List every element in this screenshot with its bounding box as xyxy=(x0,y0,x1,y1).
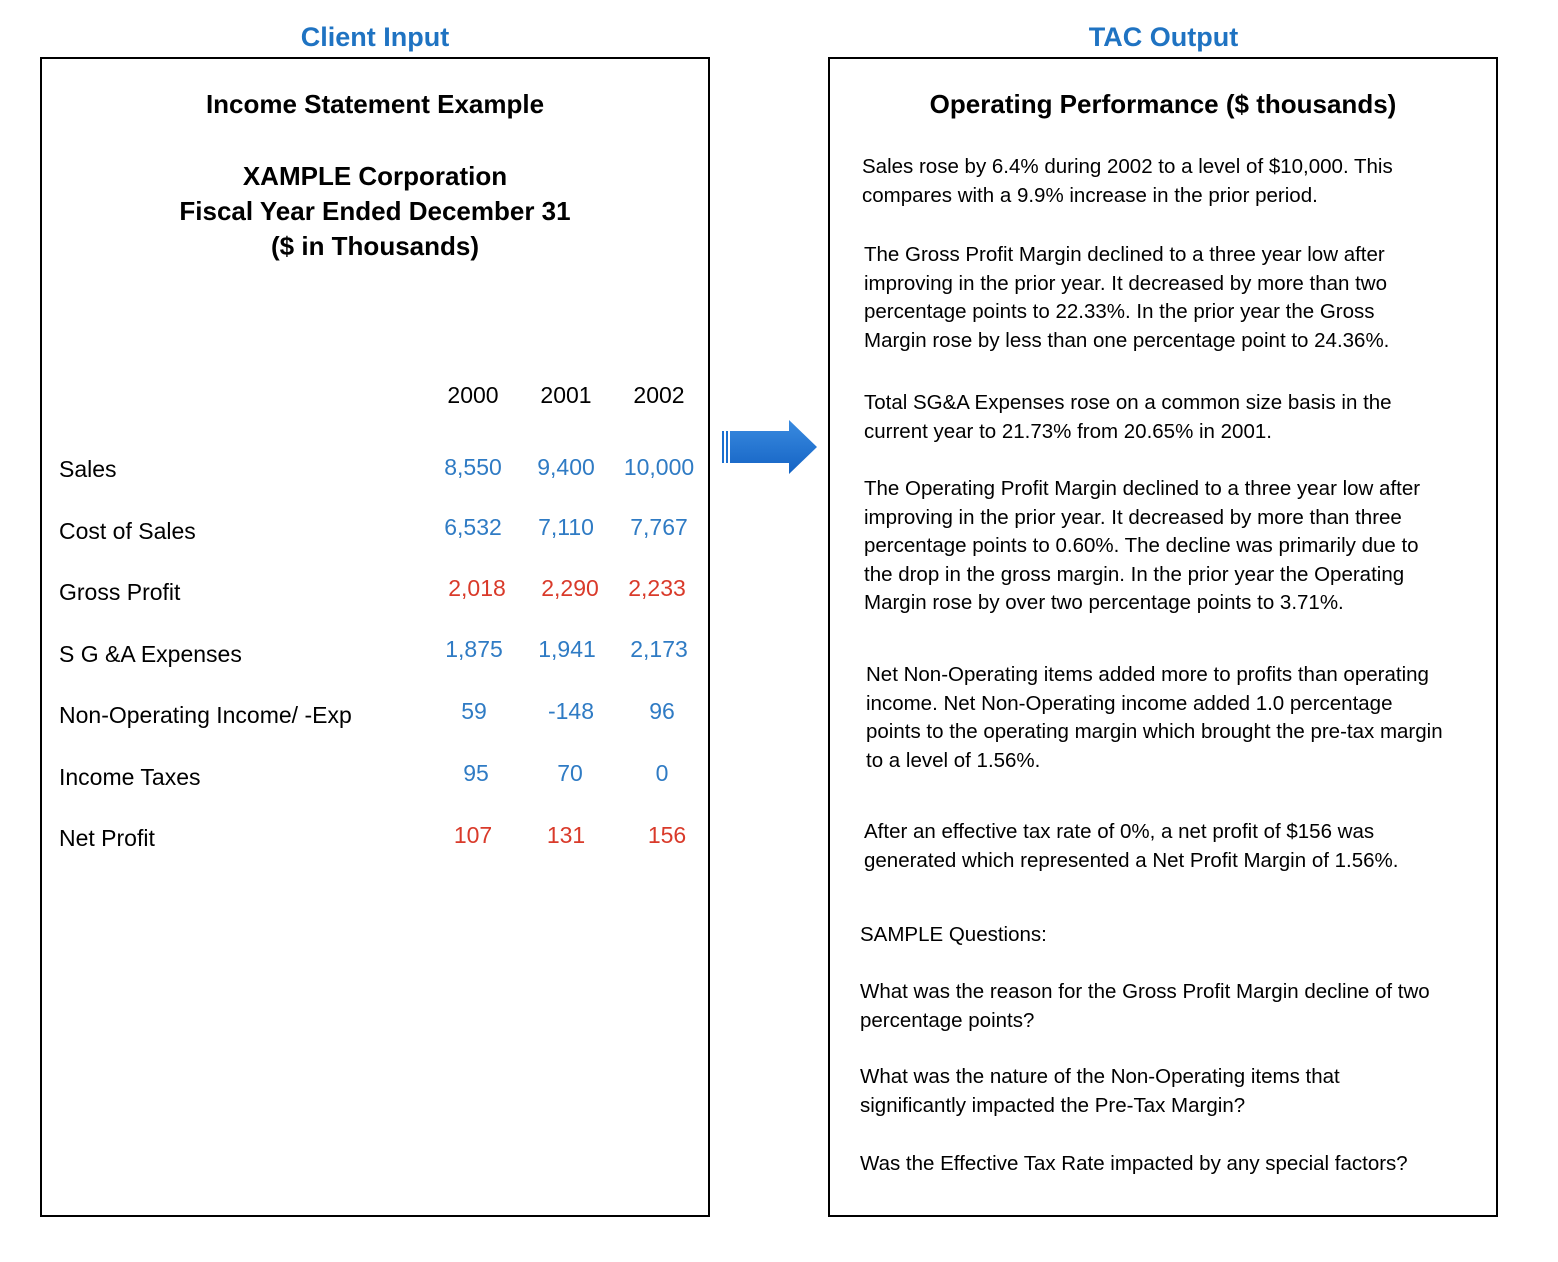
units-label: ($ in Thousands) xyxy=(271,231,479,261)
row-label-sales: Sales xyxy=(59,456,117,482)
row-label-net-profit: Net Profit xyxy=(59,825,155,851)
value-cell: 70 xyxy=(557,760,583,786)
row-label-cost-of-sales: Cost of Sales xyxy=(59,518,196,544)
tac-output-panel xyxy=(828,57,1498,1217)
value-cell: 6,532 xyxy=(444,514,502,540)
year-header-2001: 2001 xyxy=(540,382,592,408)
fiscal-period: Fiscal Year Ended December 31 xyxy=(179,196,571,226)
value-cell: 2,173 xyxy=(630,636,688,662)
value-cell: 2,290 xyxy=(541,575,599,601)
paragraph-operating-margin: The Operating Profit Margin declined to a three year low after improving in the prior year. It decreased by more than three percentage points to 0.60%. The decline was primarily due to the drop in the gross margin. In the prior year the Operating Margin rose by over two percentage points to 3.71%. xyxy=(864,477,1421,614)
value-cell: 2,018 xyxy=(448,575,506,601)
paragraph-sales: Sales rose by 6.4% during 2002 to a level of $10,000. This compares with a 9.9% increase in the prior period. xyxy=(862,155,1393,207)
paragraph-non-operating: Net Non-Operating items added more to profits than operating income. Net Non-Operating income added 1.0 percentage points to the operating margin which brought the pre-tax margin to a level of 1.56%. xyxy=(866,663,1443,772)
value-cell: 59 xyxy=(461,698,487,724)
value-cell: 1,941 xyxy=(538,636,596,662)
value-cell: 10,000 xyxy=(623,454,695,480)
company-header xyxy=(42,159,708,264)
paragraph-sga: Total SG&A Expenses rose on a common size basis in the current year to 21.73% from 20.65% in 2001. xyxy=(864,391,1392,443)
paragraph-net-profit: After an effective tax rate of 0%, a net profit of $156 was generated which represented a Net Profit Margin of 1.56%. xyxy=(864,820,1399,872)
value-cell: 96 xyxy=(649,698,675,724)
value-cell: 131 xyxy=(546,822,586,848)
client-input-panel xyxy=(40,57,710,1217)
value-cell: -148 xyxy=(547,698,595,724)
operating-performance-title: Operating Performance ($ thousands) xyxy=(929,89,1397,119)
right-arrow-icon xyxy=(721,418,821,478)
income-statement-title: Income Statement Example xyxy=(205,89,545,119)
year-header-2002: 2002 xyxy=(633,382,685,408)
client-input-heading: Client Input xyxy=(300,22,450,52)
question-item: What was the reason for the Gross Profit Margin decline of two percentage points? xyxy=(860,980,1430,1032)
value-cell: 2,233 xyxy=(628,575,686,601)
row-label-sga-expenses: S G &A Expenses xyxy=(59,641,242,667)
value-cell: 1,875 xyxy=(445,636,503,662)
value-cell: 107 xyxy=(453,822,493,848)
year-header-2000: 2000 xyxy=(447,382,499,408)
row-label-income-taxes: Income Taxes xyxy=(59,764,201,790)
row-label-gross-profit: Gross Profit xyxy=(59,579,181,605)
value-cell: 0 xyxy=(655,760,669,786)
value-cell: 8,550 xyxy=(444,454,502,480)
paragraph-gross-profit: The Gross Profit Margin declined to a three year low after improving in the prior year. It decreased by more than two percentage points to 22.33%. In the prior year the Gross Margin rose by less than one percentage point to 24.36%. xyxy=(864,243,1390,352)
row-label-non-operating: Non-Operating Income/ -Exp xyxy=(59,702,352,728)
sample-questions-heading: SAMPLE Questions: xyxy=(860,923,1047,946)
value-cell: 156 xyxy=(647,822,687,848)
value-cell: 9,400 xyxy=(537,454,595,480)
company-name: XAMPLE Corporation xyxy=(242,161,508,191)
value-cell: 7,767 xyxy=(630,514,688,540)
value-cell: 7,110 xyxy=(538,514,594,540)
value-cell: 95 xyxy=(463,760,489,786)
tac-output-heading: TAC Output xyxy=(1088,22,1239,52)
question-item: What was the nature of the Non-Operating items that significantly impacted the Pre-Tax Margin? xyxy=(860,1065,1340,1117)
question-item: Was the Effective Tax Rate impacted by any special factors? xyxy=(860,1152,1408,1175)
